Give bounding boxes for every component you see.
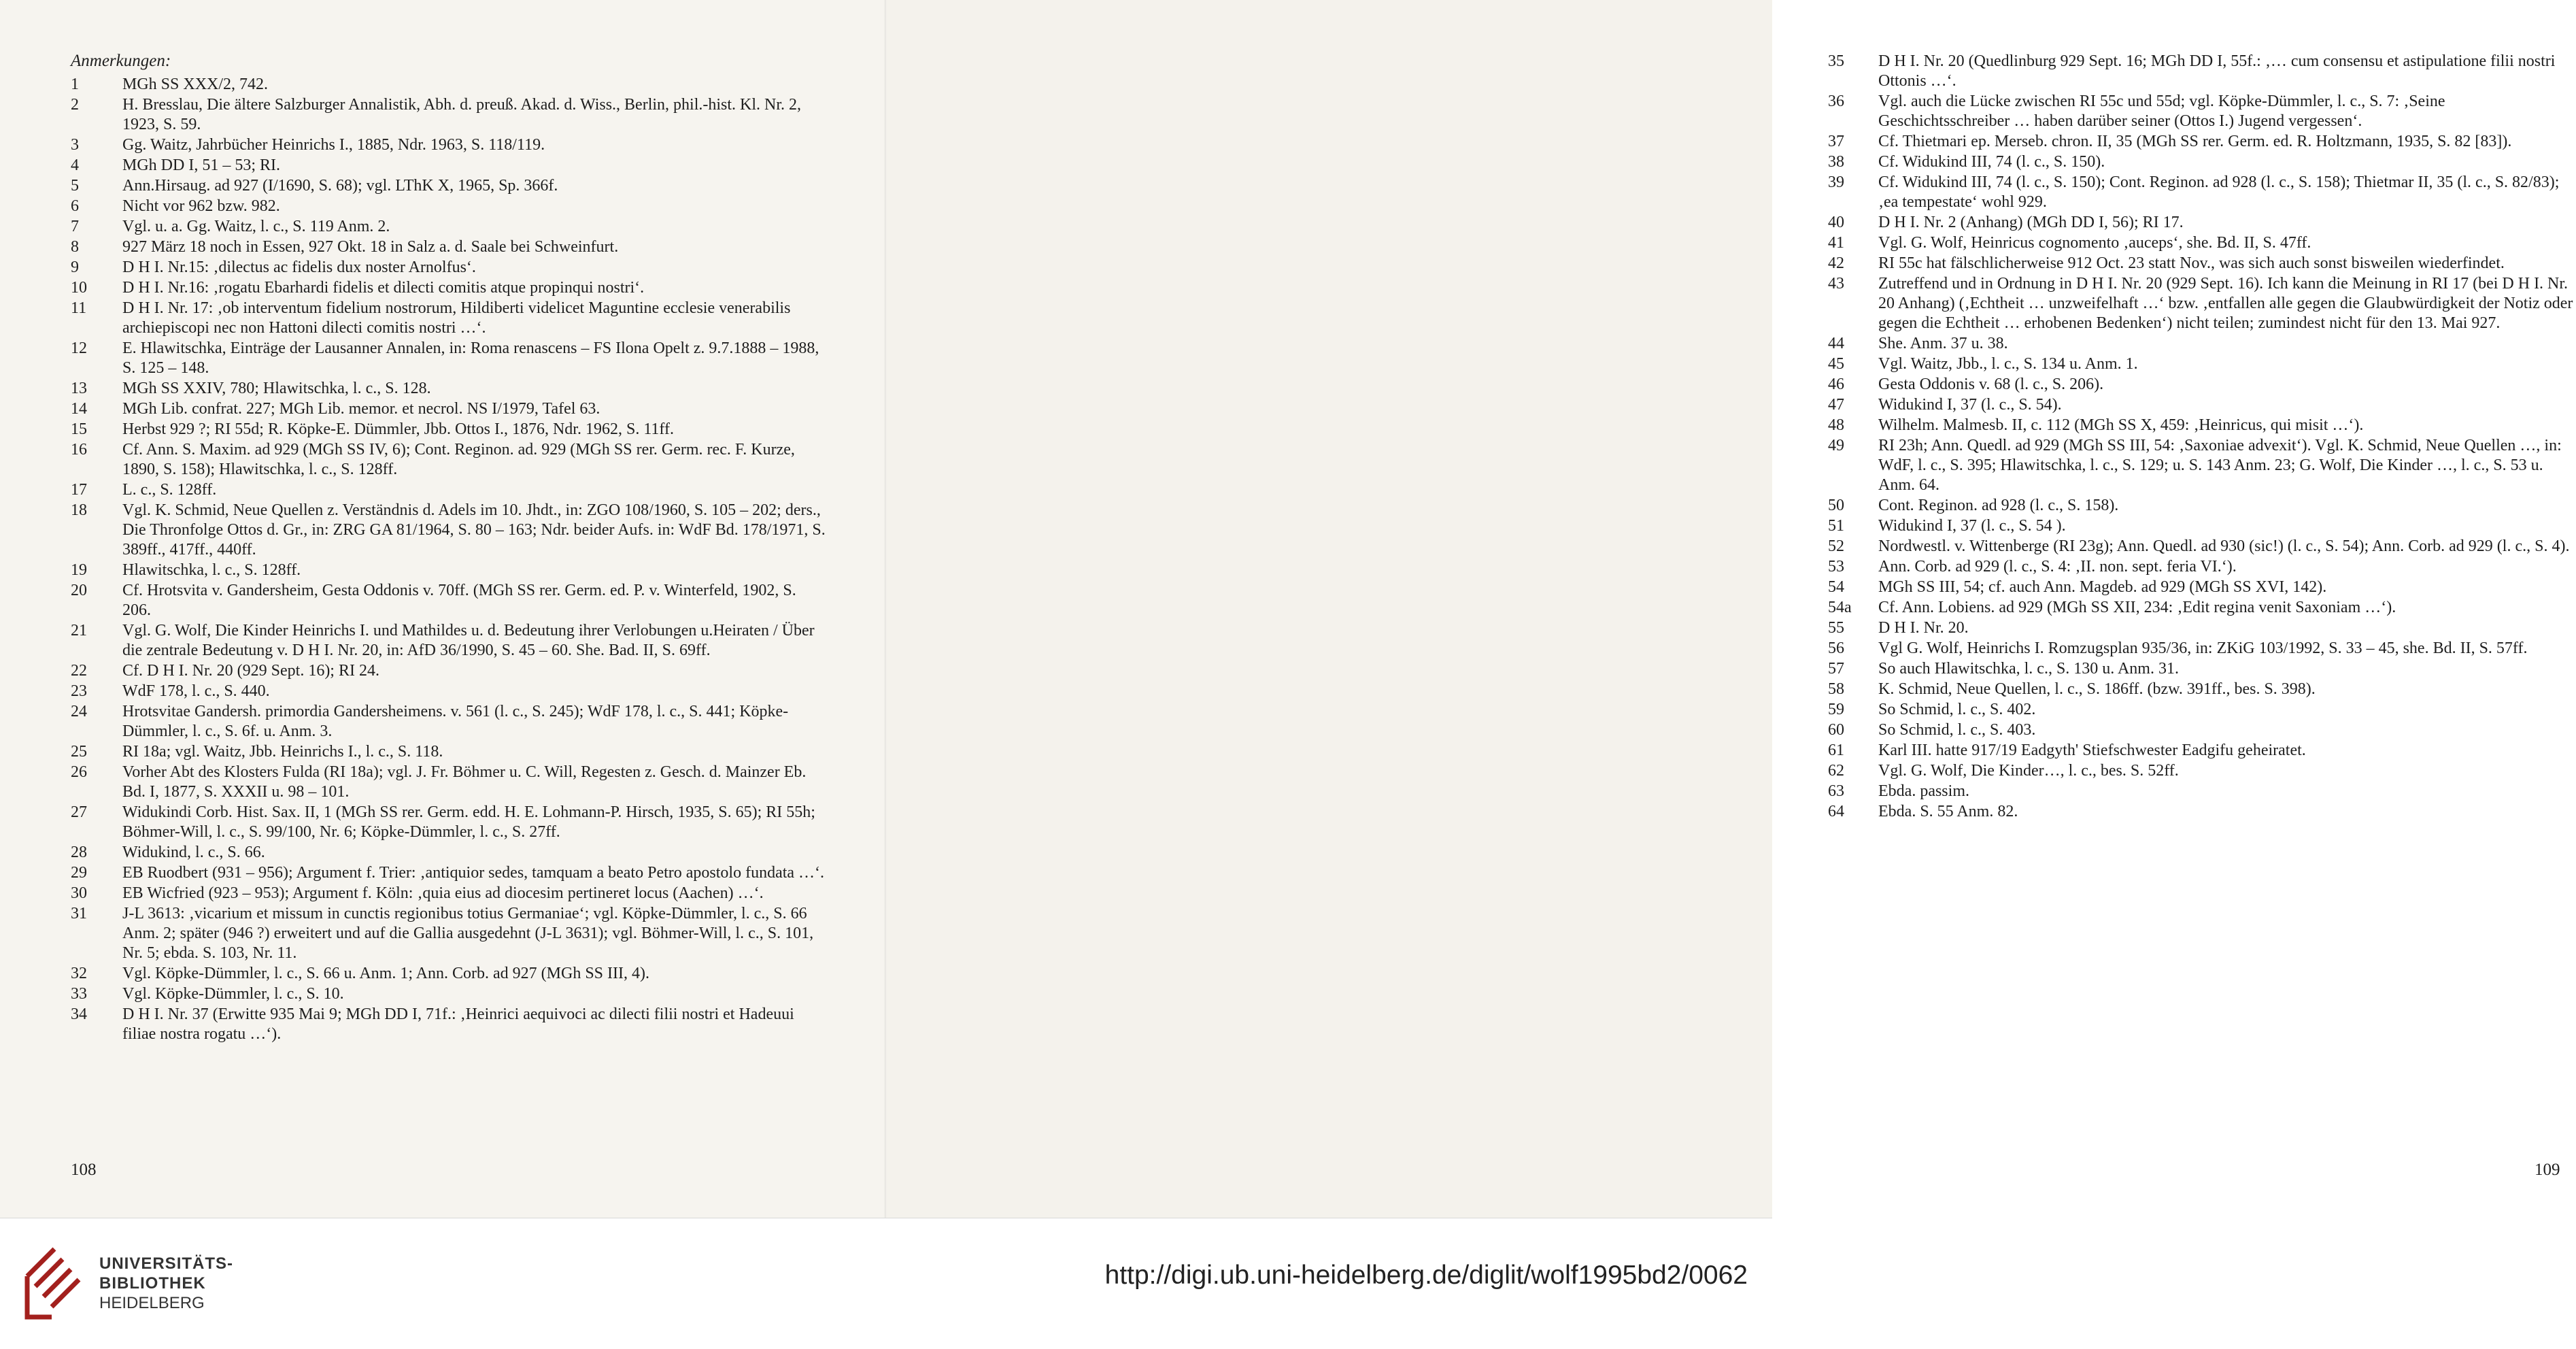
footnote-number: 9 — [71, 259, 79, 276]
footnote-text: Zutreffend und in Ordnung in D H I. Nr. 20 (929 Sept. 16). Ich kann die Meinung in RI 17 (bei D H I. Nr. 20 Anhang) (‚Echtheit … unzweifelhaft …‘ bzw. ‚entfallen alle gegen die Glaubwürdigkeit der Notiz oder gegen die Echtheit … erhobenen Bedenken‘) nicht teilen; zumindest nicht für den 13. Mai 927. — [1878, 275, 2573, 332]
footnote — [1828, 516, 2576, 536]
footnote — [71, 581, 826, 620]
footnote-number: 58 — [1828, 680, 1844, 698]
footnote-number: 22 — [71, 662, 87, 680]
footnote — [1828, 213, 2576, 233]
footnote-number: 45 — [1828, 355, 1844, 373]
footnote-text: H. Bresslau, Die ältere Salzburger Annalistik, Abh. d. preuß. Akad. d. Wiss., Berlin, phil.-hist. Kl. Nr. 2, 1923, S. 59. — [122, 96, 802, 133]
footnote-number: 60 — [1828, 721, 1844, 739]
logo-line-3: HEIDELBERG — [99, 1294, 205, 1312]
footnote-number: 57 — [1828, 660, 1844, 678]
footnote — [1828, 720, 2576, 740]
footnote-number: 3 — [71, 136, 79, 154]
footnote-text: Widukindi Corb. Hist. Sax. II, 1 (MGh SS rer. Germ. edd. H. E. Lohmann-P. Hirsch, 1935, S. 65); RI 55h; Böhmer-Will, l. c., S. 99/100, Nr. 6; Köpke-Dümmler, l. c., S. 27ff. — [122, 803, 815, 841]
footnote-number: 24 — [71, 703, 87, 720]
footnote-number: 37 — [1828, 133, 1844, 150]
footnote-number: 64 — [1828, 803, 1844, 820]
footnote-number: 1 — [71, 76, 79, 93]
footnote-number: 25 — [71, 743, 87, 761]
footnote — [71, 702, 826, 742]
footnote-number: 14 — [71, 400, 87, 418]
footnote-number: 62 — [1828, 762, 1844, 780]
footnote — [1828, 496, 2576, 516]
left-page — [0, 0, 886, 1218]
footnote — [71, 621, 826, 661]
footnote-number: 32 — [71, 965, 87, 982]
footnote — [1828, 557, 2576, 577]
footnote-text: Cf. Widukind III, 74 (l. c., S. 150); Cont. Reginon. ad 928 (l. c., S. 158); Thietmar II, 35 (l. c., S. 82/83); ‚ea tempestate‘ wohl 929. — [1878, 173, 2560, 211]
footnote-number: 43 — [1828, 275, 1844, 293]
footnote-text: D H I. Nr. 37 (Erwitte 935 Mai 9; MGh DD I, 71f.: ‚Heinrici aequivoci ac dilecti filii nostri et Hadeuui filiae nostra rogatu …‘). — [122, 1005, 794, 1043]
footnote-number: 63 — [1828, 782, 1844, 800]
footnote-number: 54 — [1828, 578, 1844, 596]
footnote-number: 6 — [71, 197, 79, 215]
footnote-text: MGh SS XXIV, 780; Hlawitschka, l. c., S. 128. — [122, 380, 431, 397]
footnote — [71, 843, 826, 863]
footnote-text: D H I. Nr. 20. — [1878, 619, 1969, 637]
footnote-number: 8 — [71, 238, 79, 256]
footnote-number: 29 — [71, 864, 87, 882]
footnote — [1828, 659, 2576, 679]
footnote — [71, 501, 826, 560]
footnote-text: Vgl. G. Wolf, Die Kinder Heinrichs I. und Mathildes u. d. Bedeutung ihrer Verlobungen u.Heiraten / Über die zentrale Bedeutung v. D H I. Nr. 20, in: AfD 36/1990, S. 45 – 60. She. Bad. II, S. 69ff. — [122, 622, 815, 659]
footnote-text: Widukind I, 37 (l. c., S. 54). — [1878, 396, 2062, 414]
footnote-text: Vgl G. Wolf, Heinrichs I. Romzugsplan 935/36, in: ZKiG 103/1992, S. 33 – 45, she. Bd. II, S. 57ff. — [1878, 639, 2528, 657]
footnote-text: Cf. Ann. S. Maxim. ad 929 (MGh SS IV, 6); Cont. Reginon. ad. 929 (MGh SS rer. Germ. rec. F. Kurze, 1890, S. 158); Hlawitschka, l. c., S. 128ff. — [122, 441, 795, 478]
footnote — [1828, 618, 2576, 638]
footnote-text: Cf. Hrotsvita v. Gandersheim, Gesta Oddonis v. 70ff. (MGh SS rer. Germ. ed. P. v. Winterfeld, 1902, S. 206. — [122, 582, 796, 619]
footnote — [1828, 274, 2576, 333]
footnote — [1828, 802, 2576, 822]
footnote-number: 38 — [1828, 153, 1844, 171]
footnote-number: 53 — [1828, 558, 1844, 576]
logo-line-2: BIBLIOTHEK — [99, 1274, 206, 1293]
footnote-text: Cf. Widukind III, 74 (l. c., S. 150). — [1878, 153, 2105, 171]
footnote-text: Ann.Hirsaug. ad 927 (I/1690, S. 68); vgl. LThK X, 1965, Sp. 366f. — [122, 177, 558, 195]
footnote — [1828, 233, 2576, 253]
footnote-text: RI 18a; vgl. Waitz, Jbb. Heinrichs I., l. c., S. 118. — [122, 743, 443, 761]
footnote — [71, 135, 826, 155]
footnote — [71, 95, 826, 135]
footnote — [71, 176, 826, 196]
right-notes-list — [1828, 52, 2576, 822]
footnote-text: Vgl. G. Wolf, Die Kinder…, l. c., bes. S. 52ff. — [1878, 762, 2179, 780]
footnote-text: Karl III. hatte 917/19 Eadgyth' Stiefschwester Eadgifu geheiratet. — [1878, 742, 2306, 759]
footnote-number: 51 — [1828, 517, 1844, 535]
footnote — [71, 480, 826, 500]
footnote-number: 59 — [1828, 701, 1844, 718]
footnote — [71, 661, 826, 681]
footnote-number: 4 — [71, 156, 79, 174]
footnote-text: Cf. Ann. Lobiens. ad 929 (MGh SS XII, 234: ‚Edit regina venit Saxoniam …‘). — [1878, 599, 2396, 616]
footnote-text: Wilhelm. Malmesb. II, c. 112 (MGh SS X, 459: ‚Heinricus, qui misit …‘). — [1878, 416, 2364, 434]
notes-heading: Anmerkungen: — [71, 52, 171, 70]
footnote — [1828, 173, 2576, 212]
footnote-number: 31 — [71, 905, 87, 922]
footnote-number: 19 — [71, 561, 87, 579]
footnote-text: Cf. D H I. Nr. 20 (929 Sept. 16); RI 24. — [122, 662, 379, 680]
footnote-number: 33 — [71, 985, 87, 1003]
viewer-footer — [0, 1218, 1772, 1349]
footnote-text: Vgl. auch die Lücke zwischen RI 55c und 55d; vgl. Köpke-Dümmler, l. c., S. 7: ‚Seine Geschichtsschreiber … haben darüber seiner (Ottos I.) Jugend vergessen‘. — [1878, 93, 2445, 130]
footnote — [71, 399, 826, 419]
footnote-text: MGh DD I, 51 – 53; RI. — [122, 156, 280, 174]
footnote-number: 49 — [1828, 437, 1844, 454]
footnote — [71, 964, 826, 984]
footnote-text: D H I. Nr.16: ‚rogatu Ebarhardi fidelis et dilecti comitis atque propinqui nostri‘. — [122, 279, 645, 297]
footnote-number: 20 — [71, 582, 87, 599]
footnote — [1828, 598, 2576, 618]
footnote — [71, 379, 826, 399]
footnote-text: Cont. Reginon. ad 928 (l. c., S. 158). — [1878, 497, 2119, 514]
footnote — [1828, 700, 2576, 720]
footnote-text: L. c., S. 128ff. — [122, 481, 217, 499]
footnote-number: 26 — [71, 763, 87, 781]
footnote — [71, 763, 826, 802]
library-logo-icon — [20, 1239, 88, 1320]
footnote — [1828, 782, 2576, 801]
footnote — [1828, 578, 2576, 597]
footnote — [1828, 537, 2576, 556]
footnote — [1828, 761, 2576, 781]
footnote-text: 927 März 18 noch in Essen, 927 Okt. 18 in Salz a. d. Saale bei Schweinfurt. — [122, 238, 619, 256]
footnote-number: 30 — [71, 884, 87, 902]
footnote — [1828, 395, 2576, 415]
footnote-number: 10 — [71, 279, 87, 297]
footnote-text: Widukind I, 37 (l. c., S. 54 ). — [1878, 517, 2066, 535]
footnote-text: Vorher Abt des Klosters Fulda (RI 18a); vgl. J. Fr. Böhmer u. C. Will, Regesten z. Gesch. d. Mainzer Eb. Bd. I, 1877, S. XXXII u. 98 – 101. — [122, 763, 807, 801]
footnote — [71, 237, 826, 257]
footnote-text: EB Ruodbert (931 – 956); Argument f. Trier: ‚antiquior sedes, tamquam a beato Petro apostolo fundata …‘. — [122, 864, 825, 882]
footnote-number: 13 — [71, 380, 87, 397]
page-number-right: 109 — [2535, 1161, 2560, 1179]
left-notes-list — [71, 75, 826, 1045]
footnote-number: 28 — [71, 844, 87, 861]
footnote-number: 47 — [1828, 396, 1844, 414]
footnote-text: So Schmid, l. c., S. 403. — [1878, 721, 2036, 739]
footnote-number: 42 — [1828, 254, 1844, 272]
footnote-number: 2 — [71, 96, 79, 114]
footnote-text: Vgl. Köpke-Dümmler, l. c., S. 66 u. Anm. 1; Ann. Corb. ad 927 (MGh SS III, 4). — [122, 965, 649, 982]
footnote — [71, 984, 826, 1004]
right-page — [886, 0, 2573, 1218]
footnote-number: 48 — [1828, 416, 1844, 434]
footnote — [71, 217, 826, 237]
footnote-text: Herbst 929 ?; RI 55d; R. Köpke-E. Dümmler, Jbb. Ottos I., 1876, Ndr. 1962, S. 11ff. — [122, 420, 674, 438]
footnote-text: Hlawitschka, l. c., S. 128ff. — [122, 561, 301, 579]
footnote — [1828, 254, 2576, 273]
footnote-number: 35 — [1828, 52, 1844, 70]
footnote-text: Cf. Thietmari ep. Merseb. chron. II, 35 (MGh SS rer. Germ. ed. R. Holtzmann, 1935, S. 82 [83]). — [1878, 133, 2512, 150]
footnote — [1828, 92, 2576, 131]
footnote-number: 56 — [1828, 639, 1844, 657]
footnote — [71, 339, 826, 378]
footnote-number: 39 — [1828, 173, 1844, 191]
footnote-number: 7 — [71, 218, 79, 235]
source-url[interactable]: http://digi.ub.uni-heidelberg.de/diglit/wolf1995bd2/0062 — [1104, 1261, 1748, 1290]
footnote — [1828, 680, 2576, 699]
footnote — [71, 742, 826, 762]
footnote-text: RI 55c hat fälschlicherweise 912 Oct. 23 statt Nov., was sich auch sonst bisweilen wiederfindet. — [1878, 254, 2505, 272]
footnote-number: 50 — [1828, 497, 1844, 514]
footnote — [71, 884, 826, 903]
footnote-text: MGh SS XXX/2, 742. — [122, 76, 269, 93]
footnote-text: Nordwestl. v. Wittenberge (RI 23g); Ann. Quedl. ad 930 (sic!) (l. c., S. 54); Ann. Corb. ad 929 (l. c., S. 4). — [1878, 537, 2570, 555]
footnote-text: Gg. Waitz, Jahrbücher Heinrichs I., 1885, Ndr. 1963, S. 118/119. — [122, 136, 545, 154]
footnote — [1828, 52, 2576, 91]
footnote-number: 27 — [71, 803, 87, 821]
footnote-number: 34 — [71, 1005, 87, 1023]
footnote-text: D H I. Nr. 17: ‚ob interventum fidelium nostrorum, Hildiberti videlicet Maguntine ecclesie venerabilis archiepiscopi nec non Hattoni dilecti comitis nostri …‘. — [122, 299, 791, 337]
footnote-text: E. Hlawitschka, Einträge der Lausanner Annalen, in: Roma renascens – FS Ilona Opelt z. 9.7.1888 – 1988, S. 125 – 148. — [122, 339, 819, 377]
footnote — [71, 803, 826, 842]
footnote-number: 12 — [71, 339, 87, 357]
footnote — [71, 682, 826, 701]
footnote-number: 15 — [71, 420, 87, 438]
footnote-number: 16 — [71, 441, 87, 459]
footnote-text: D H I. Nr. 20 (Quedlinburg 929 Sept. 16; MGh DD I, 55f.: ‚… cum consensu et astipulatione filii nostri Ottonis …‘. — [1878, 52, 2556, 90]
footnote — [71, 278, 826, 298]
library-logo-text — [99, 1254, 233, 1313]
footnote-text: Nicht vor 962 bzw. 982. — [122, 197, 280, 215]
footnote — [1828, 639, 2576, 659]
footnote-text: So Schmid, l. c., S. 402. — [1878, 701, 2036, 718]
footnote-text: Vgl. Köpke-Dümmler, l. c., S. 10. — [122, 985, 344, 1003]
footnote-text: RI 23h; Ann. Quedl. ad 929 (MGh SS III, 54: ‚Saxoniae advexit‘). Vgl. K. Schmid, Neue Quellen …, in: WdF, l. c., S. 395; Hlawitschka, l. c., S. 129; u. S. 143 Anm. 23; G. Wolf, Die Kinder …, l. c., S. 53 u. Anm. 64. — [1878, 437, 2562, 494]
footnote-number: 5 — [71, 177, 79, 195]
footnote-number: 11 — [71, 299, 87, 317]
footnote — [71, 299, 826, 338]
footnote — [71, 440, 826, 480]
footnote-text: Ann. Corb. ad 929 (l. c., S. 4: ‚II. non. sept. feria VI.‘). — [1878, 558, 2237, 576]
footnote-number: 18 — [71, 501, 87, 519]
footnote-text: WdF 178, l. c., S. 440. — [122, 682, 270, 700]
footnote-text: D H I. Nr.15: ‚dilectus ac fidelis dux noster Arnolfus‘. — [122, 259, 476, 276]
footnote-number: 46 — [1828, 376, 1844, 393]
footnote-text: So auch Hlawitschka, l. c., S. 130 u. Anm. 31. — [1878, 660, 2179, 678]
footnote-number: 41 — [1828, 234, 1844, 252]
footnote — [1828, 436, 2576, 495]
footnote-text: MGh Lib. confrat. 227; MGh Lib. memor. et necrol. NS I/1979, Tafel 63. — [122, 400, 600, 418]
footnote — [71, 197, 826, 216]
footnote-text: EB Wicfried (923 – 953); Argument f. Köln: ‚quia eius ad diocesim pertineret locus (Aachen) …‘. — [122, 884, 764, 902]
footnote — [71, 75, 826, 95]
footnote-text: D H I. Nr. 2 (Anhang) (MGh DD I, 56); RI 17. — [1878, 214, 2184, 231]
footnote — [71, 1005, 826, 1044]
footnote — [71, 258, 826, 278]
footnote-number: 40 — [1828, 214, 1844, 231]
footnote-number: 61 — [1828, 742, 1844, 759]
footnote-text: K. Schmid, Neue Quellen, l. c., S. 186ff. (bzw. 391ff., bes. S. 398). — [1878, 680, 2316, 698]
footnote-text: Hrotsvitae Gandersh. primordia Gandersheimens. v. 561 (l. c., S. 245); WdF 178, l. c., S. 441; Köpke-Dümmler, l. c., S. 6f. u. Anm. 3. — [122, 703, 789, 740]
page-number-left: 108 — [71, 1161, 97, 1179]
footnote — [1828, 132, 2576, 152]
footnote — [1828, 152, 2576, 172]
footnote-number: 17 — [71, 481, 87, 499]
footnote-text: Vgl. K. Schmid, Neue Quellen z. Verständnis d. Adels im 10. Jhdt., in: ZGO 108/1960, S. 105 – 202; ders., Die Thronfolge Ottos d. Gr., in: ZRG GA 81/1964, S. 80 – 163; Ndr. beider Aufs. in: WdF Bd. 178/1971, S. 389ff., 417ff., 440ff. — [122, 501, 826, 559]
footnote — [1828, 741, 2576, 761]
footnote-number: 36 — [1828, 93, 1844, 110]
footnote-number: 52 — [1828, 537, 1844, 555]
footnote-number: 54a — [1828, 599, 1852, 616]
footnote — [71, 863, 826, 883]
footnote — [71, 156, 826, 176]
footnote-number: 21 — [71, 622, 87, 639]
footnote — [1828, 354, 2576, 374]
footnote — [71, 420, 826, 439]
footnote-number: 55 — [1828, 619, 1844, 637]
footnote-text: She. Anm. 37 u. 38. — [1878, 335, 2008, 352]
footnote-text: Widukind, l. c., S. 66. — [122, 844, 265, 861]
footnote — [1828, 375, 2576, 395]
footnote — [1828, 416, 2576, 435]
footnote-number: 23 — [71, 682, 87, 700]
footnote-text: MGh SS III, 54; cf. auch Ann. Magdeb. ad 929 (MGh SS XVI, 142). — [1878, 578, 2327, 596]
footnote-text: Vgl. Waitz, Jbb., l. c., S. 134 u. Anm. 1. — [1878, 355, 2138, 373]
footnote-text: Vgl. u. a. Gg. Waitz, l. c., S. 119 Anm. 2. — [122, 218, 390, 235]
footnote — [71, 561, 826, 580]
logo-line-1: UNIVERSITÄTS- — [99, 1254, 234, 1273]
footnote — [71, 904, 826, 963]
footnote-text: J-L 3613: ‚vicarium et missum in cunctis regionibus totius Germaniae‘; vgl. Köpke-Dümmler, l. c., S. 66 Anm. 2; später (946 ?) erweitert und auf die Gallia ausgedehnt (J-L 3631); vgl. Böhmer-Will, l. c., S. 101, Nr. 5; ebda. S. 103, Nr. 11. — [122, 905, 814, 962]
footnote-text: Vgl. G. Wolf, Heinricus cognomento ‚auceps‘, she. Bd. II, S. 47ff. — [1878, 234, 2311, 252]
footnote — [1828, 334, 2576, 354]
footnote-text: Ebda. passim. — [1878, 782, 1969, 800]
footnote-number: 44 — [1828, 335, 1844, 352]
footnote-text: Gesta Oddonis v. 68 (l. c., S. 206). — [1878, 376, 2104, 393]
footnote-text: Ebda. S. 55 Anm. 82. — [1878, 803, 2018, 820]
